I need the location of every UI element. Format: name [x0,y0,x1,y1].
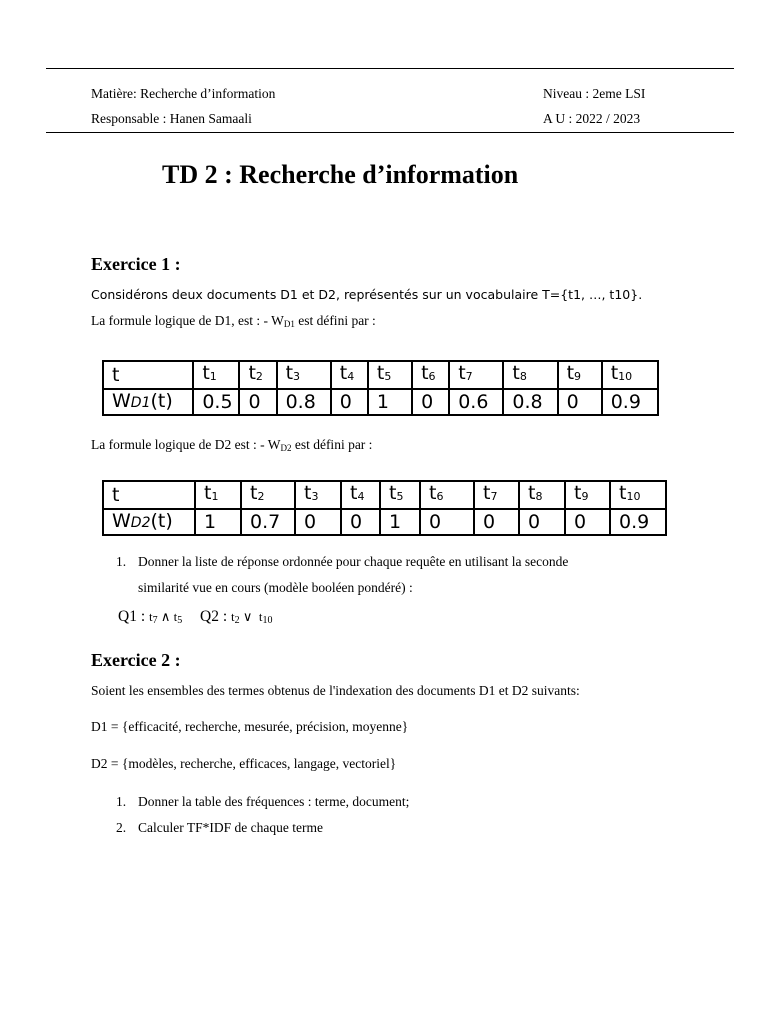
d2-formula-text: La formule logique de D2 est : - W [91,437,281,452]
weight-cell: 0.7 [241,509,295,535]
d2-term-set: D2 = {modèles, recherche, efficaces, langage, vectoriel} [91,756,397,771]
d2-subscript: D2 [280,443,292,453]
d1-formula-suffix: est défini par : [294,313,376,328]
d1-formula-line [91,313,376,329]
weight-cell: 0 [239,389,276,415]
list-item-text: Calculer TF*IDF de chaque terme [138,820,323,835]
q1-expression: $t_7$ ∧ $t_5$ [149,609,183,626]
weight-cell: 0.5 [193,389,239,415]
q2-expression: $t_2$ ∨ $t_{10}$ [231,609,273,626]
weight-cell: 0 [341,509,380,535]
d1-weights-table [102,360,659,416]
weight-cell: 0.8 [503,389,557,415]
instructor-label: Responsable : Hanen Samaali [91,111,252,126]
weight-cell: 0 [331,389,368,415]
weight-cell: 0.6 [449,389,503,415]
list-number: 2. [116,820,127,835]
term-cell: $t_2$ [241,481,295,509]
term-cell: $t_1$ [195,481,241,509]
header-bottom-rule [46,132,734,133]
term-cell: $t_9$ [558,361,602,389]
table-row [103,481,666,509]
term-cell: $t_7$ [449,361,503,389]
list-item-text: Donner la table des fréquences : terme, document; [138,794,410,809]
weight-cell: 0.8 [277,389,331,415]
term-cell: $t_8$ [519,481,565,509]
table-row [103,509,666,535]
term-cell: $t_3$ [277,361,331,389]
weight-cell: 0 [295,509,341,535]
weight-cell: 0 [565,509,610,535]
d2-formula-suffix: est défini par : [291,437,373,452]
weight-cell: 0 [412,389,449,415]
d1-subscript: D1 [283,319,295,329]
q1-label: Q1 : [118,608,149,625]
term-cell: $t_5$ [380,481,420,509]
d1-formula-text: La formule logique de D1, est : - W [91,313,284,328]
term-cell: $t_6$ [412,361,449,389]
q2-label: Q2 : [200,608,232,625]
question-line-1: Donner la liste de réponse ordonnée pour chaque requête en utilisant la seconde [138,554,569,569]
exercise-2-heading: Exercice 2 : [91,650,181,670]
level-label: Niveau : 2eme LSI [543,86,646,101]
term-cell: $t_6$ [420,481,474,509]
list-number: 1. [116,554,127,569]
term-header-cell: t [103,481,195,509]
weight-cell: 0 [558,389,602,415]
weight-cell: 0 [519,509,565,535]
term-cell: $t_8$ [503,361,557,389]
exercise-1-heading: Exercice 1 : [91,254,181,274]
term-cell: $t_9$ [565,481,610,509]
term-cell: $t_3$ [295,481,341,509]
term-cell: $t_{10}$ [610,481,666,509]
exercise-1-intro: Considérons deux documents D1 et D2, représentés sur un vocabulaire T={t1, …, t10}. [91,287,643,302]
table-row [103,361,658,389]
term-cell: $t_2$ [239,361,276,389]
weight-cell: 0 [420,509,474,535]
page-title: TD 2 : Recherche d’information [162,160,519,189]
term-header-cell: t [103,361,193,389]
table-row [103,389,658,415]
weight-cell: 0.9 [602,389,658,415]
d1-term-set: D1 = {efficacité, recherche, mesurée, précision, moyenne} [91,719,409,734]
weight-cell: 1 [195,509,241,535]
term-cell: $t_5$ [368,361,412,389]
weight-header-cell: WD2(t) [103,509,195,535]
list-number: 1. [116,794,127,809]
weight-header-cell: WD1(t) [103,389,193,415]
term-cell: $t_4$ [331,361,368,389]
term-cell: $t_7$ [474,481,519,509]
weight-cell: 1 [380,509,420,535]
query-line [118,608,273,626]
weight-cell: 0 [474,509,519,535]
d2-weights-table [102,480,667,536]
exercise-2-intro: Soient les ensembles des termes obtenus de l'indexation des documents D1 et D2 suivants: [91,683,580,698]
academic-year-label: A U : 2022 / 2023 [543,111,641,126]
weight-cell: 0.9 [610,509,666,535]
term-cell: $t_4$ [341,481,380,509]
term-cell: $t_1$ [193,361,239,389]
subject-label: Matière: Recherche d’information [91,86,276,101]
d2-formula-line [91,437,372,453]
term-cell: $t_{10}$ [602,361,658,389]
question-line-2: similarité vue en cours (modèle booléen pondéré) : [138,580,413,595]
header-top-rule [46,68,734,69]
weight-cell: 1 [368,389,412,415]
